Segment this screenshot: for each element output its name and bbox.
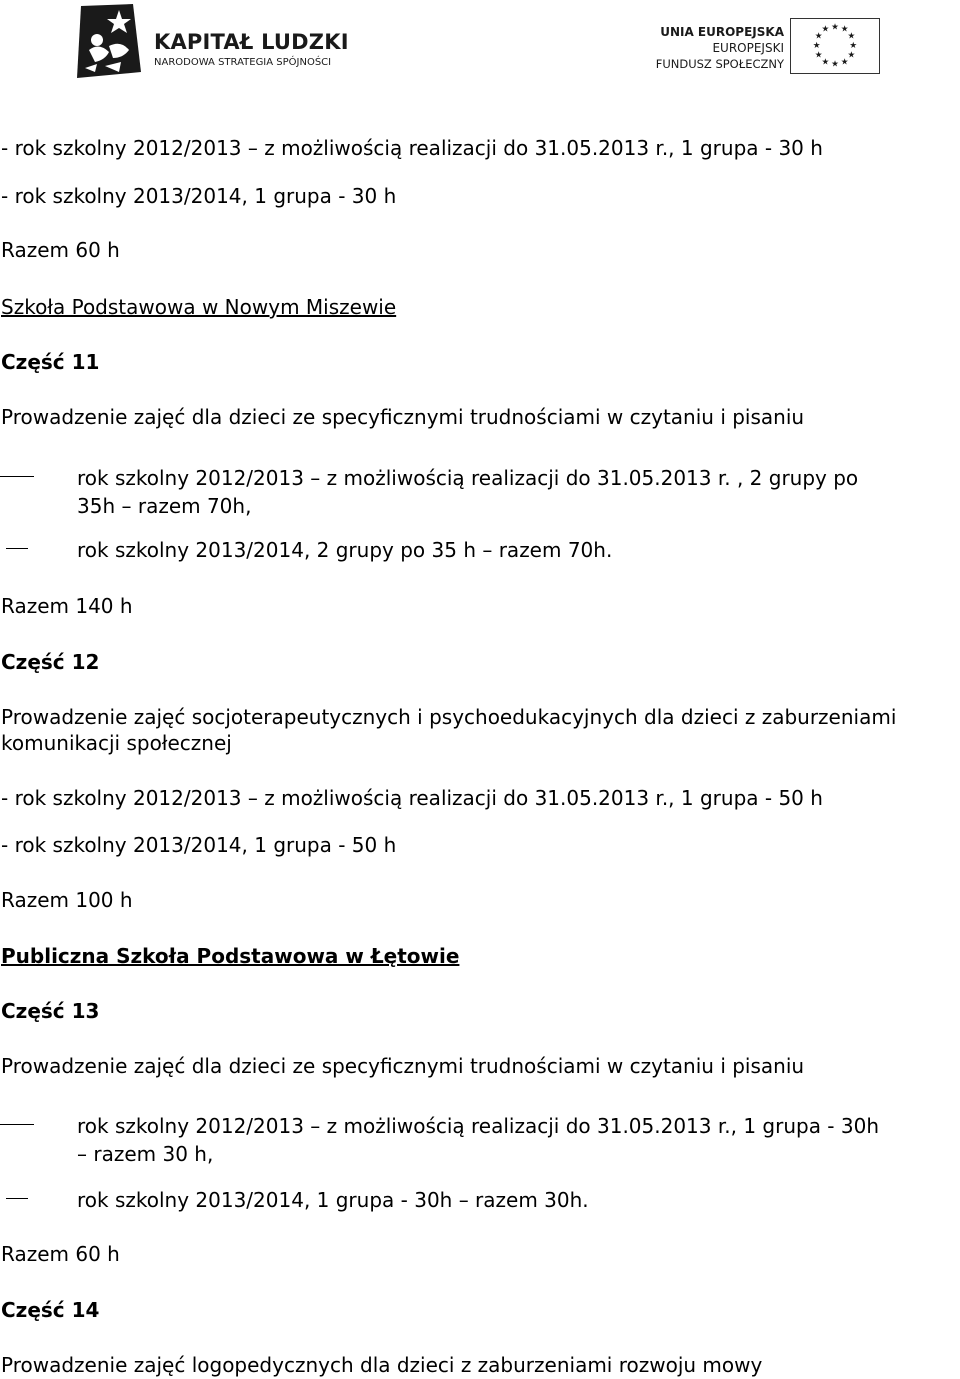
total-hours: Razem 60 h: [1, 1242, 120, 1266]
eu-line-1: UNIA EUROPEJSKA: [660, 25, 784, 39]
svg-text:★: ★: [831, 22, 839, 33]
kapital-ludzki-logo: [75, 0, 375, 90]
svg-text:★: ★: [812, 40, 821, 51]
school-heading: Publiczna Szkoła Podstawowa w Łętowie: [1, 944, 460, 968]
schedule-line: - rok szkolny 2013/2014, 1 grupa - 50 h: [1, 833, 397, 857]
svg-text:★: ★: [821, 57, 830, 68]
part-heading: Część 12: [1, 650, 100, 674]
svg-text:★: ★: [840, 57, 849, 68]
schedule-line: - rok szkolny 2013/2014, 1 grupa - 30 h: [1, 184, 397, 208]
dash-bullet: [0, 476, 34, 477]
dash-bullet: [6, 1198, 28, 1199]
svg-text:★: ★: [847, 50, 856, 61]
list-item-text: – razem 30 h,: [77, 1142, 214, 1166]
dash-bullet: [0, 1124, 34, 1125]
part-heading: Część 13: [1, 999, 100, 1023]
eu-logo-text: [656, 24, 784, 72]
total-hours: Razem 100 h: [1, 888, 133, 912]
svg-text:★: ★: [821, 24, 830, 35]
part-heading: Część 11: [1, 350, 100, 374]
list-item-text: rok szkolny 2013/2014, 1 grupa - 30h – razem 30h.: [77, 1188, 589, 1212]
dash-bullet: [6, 548, 28, 549]
svg-text:★: ★: [840, 24, 849, 35]
schedule-line: - rok szkolny 2012/2013 – z możliwością realizacji do 31.05.2013 r., 1 grupa - 50 h: [1, 786, 823, 810]
kapital-ludzki-emblem-icon: [75, 2, 145, 80]
svg-text:★: ★: [847, 31, 856, 42]
list-item-text: rok szkolny 2013/2014, 2 grupy po 35 h – razem 70h.: [77, 538, 613, 562]
kl-title: KAPITAŁ LUDZKI: [154, 30, 349, 54]
eu-logo: [650, 18, 880, 78]
page-header: [0, 0, 960, 100]
svg-text:★: ★: [814, 31, 823, 42]
part-description: komunikacji społecznej: [1, 731, 232, 755]
school-heading: Szkoła Podstawowa w Nowym Miszewie: [1, 295, 397, 319]
svg-text:★: ★: [831, 59, 839, 70]
eu-line-2: EUROPEJSKI: [712, 41, 784, 55]
part-description: Prowadzenie zajęć dla dzieci ze specyficznymi trudnościami w czytaniu i pisaniu: [1, 1054, 805, 1078]
svg-text:★: ★: [814, 50, 823, 61]
list-item-text: rok szkolny 2012/2013 – z możliwością realizacji do 31.05.2013 r., 1 grupa - 30h: [77, 1114, 880, 1138]
part-description: Prowadzenie zajęć socjoterapeutycznych i psychoedukacyjnych dla dzieci z zaburzeniami: [1, 705, 897, 729]
part-heading: Część 14: [1, 1298, 100, 1322]
eu-line-3: FUNDUSZ SPOŁECZNY: [655, 57, 784, 71]
part-description: Prowadzenie zajęć dla dzieci ze specyficznymi trudnościami w czytaniu i pisaniu: [1, 405, 805, 429]
list-item-text: 35h – razem 70h,: [77, 494, 252, 518]
total-hours: Razem 140 h: [1, 594, 133, 618]
schedule-line: - rok szkolny 2012/2013 – z możliwością realizacji do 31.05.2013 r., 1 grupa - 30 h: [1, 136, 823, 160]
total-hours: Razem 60 h: [1, 238, 120, 262]
list-item-text: rok szkolny 2012/2013 – z możliwością realizacji do 31.05.2013 r. , 2 grupy po: [77, 466, 859, 490]
eu-flag-icon: [790, 18, 880, 74]
svg-text:★: ★: [849, 40, 858, 51]
part-description: Prowadzenie zajęć logopedycznych dla dzieci z zaburzeniami rozwoju mowy: [1, 1353, 763, 1377]
kl-subtitle: NARODOWA STRATEGIA SPÓJNOŚCI: [154, 57, 332, 68]
